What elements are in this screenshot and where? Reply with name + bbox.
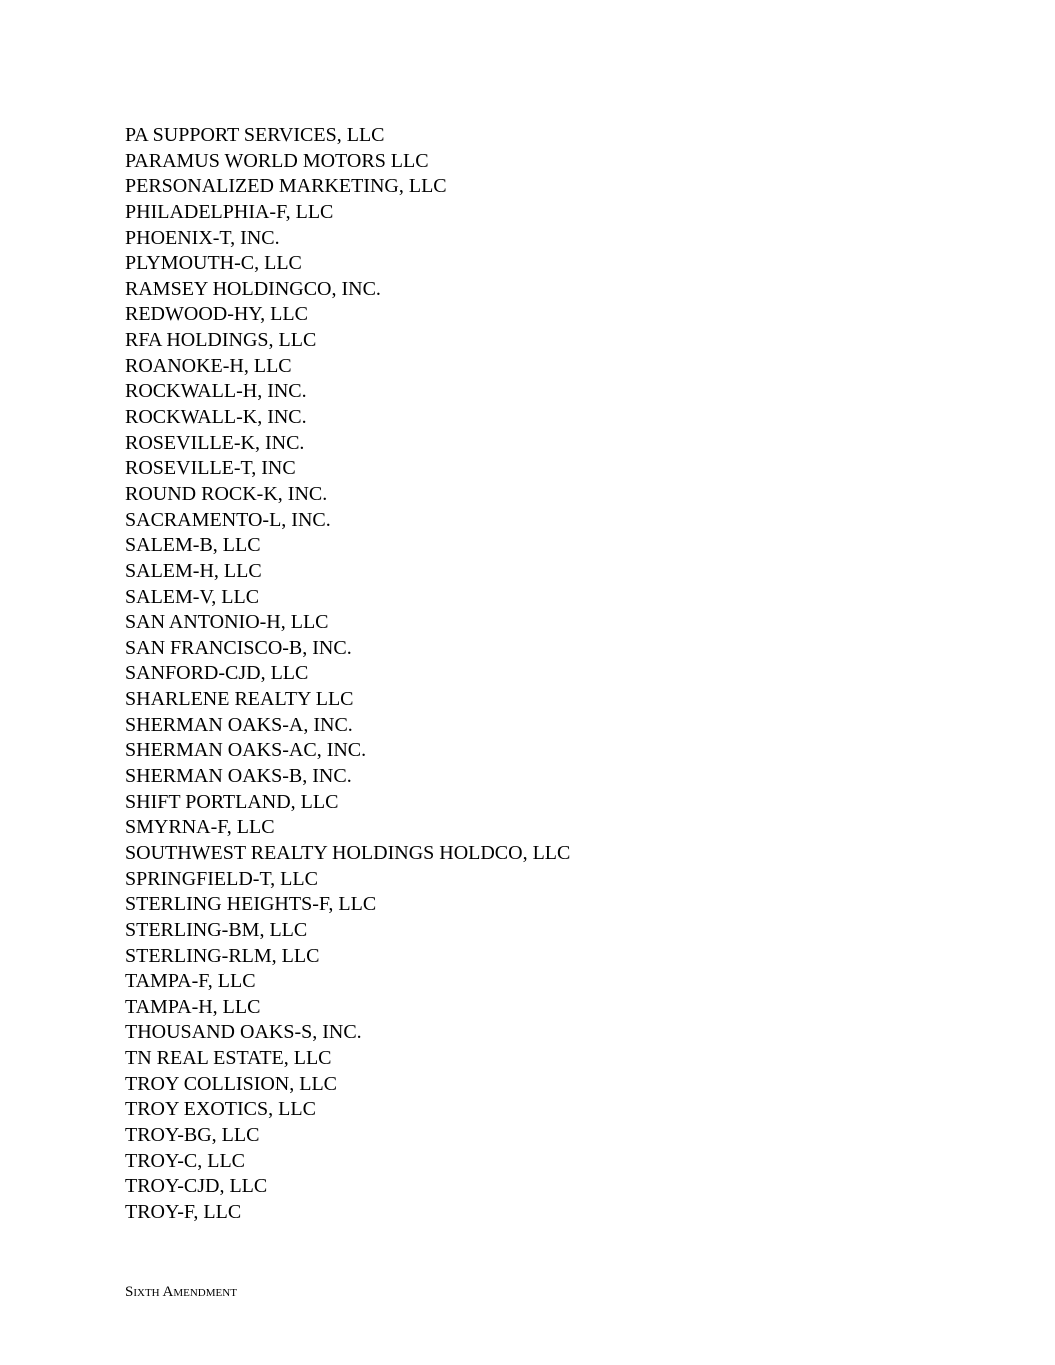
entity-list-item: ROSEVILLE-K, INC. — [125, 431, 305, 454]
entity-list-item: TROY COLLISION, LLC — [125, 1072, 338, 1095]
entity-list-item: SHARLENE REALTY LLC — [125, 688, 354, 711]
entity-list-item: TROY EXOTICS, LLC — [125, 1098, 316, 1121]
entity-list-item: ROCKWALL-H, INC. — [125, 380, 307, 403]
entity-list-item: TN REAL ESTATE, LLC — [125, 1047, 332, 1070]
entity-list-item: SALEM-H, LLC — [125, 559, 262, 582]
entity-list-item: TAMPA-H, LLC — [125, 995, 261, 1018]
entity-list-item: SAN ANTONIO-H, LLC — [125, 611, 329, 634]
entity-list-item: TROY-C, LLC — [125, 1149, 245, 1172]
entity-list-item: SANFORD-CJD, LLC — [125, 662, 309, 685]
entity-list-item: REDWOOD-HY, LLC — [125, 303, 308, 326]
entity-list-item: RFA HOLDINGS, LLC — [125, 329, 317, 352]
entity-list-item: PA SUPPORT SERVICES, LLC — [125, 124, 385, 146]
entity-list-item: ROUND ROCK-K, INC. — [125, 482, 328, 505]
entity-list — [125, 123, 570, 1226]
entity-list-item: RAMSEY HOLDINGCO, INC. — [125, 277, 381, 300]
entity-list-item: SALEM-V, LLC — [125, 585, 260, 608]
entity-list-item: ROANOKE-H, LLC — [125, 354, 292, 377]
entity-list-item: STERLING-RLM, LLC — [125, 944, 320, 967]
entity-list-item: SACRAMENTO-L, INC. — [125, 508, 331, 531]
entity-list-item: THOUSAND OAKS-S, INC. — [125, 1021, 362, 1044]
footer-label: Sixth Amendment — [125, 1284, 237, 1300]
entity-list-item: SALEM-B, LLC — [125, 534, 261, 557]
entity-list-item: TAMPA-F, LLC — [125, 970, 256, 993]
entity-list-item: SMYRNA-F, LLC — [125, 816, 275, 839]
entity-list-item: SAN FRANCISCO-B, INC. — [125, 636, 352, 659]
entity-list-item: TROY-F, LLC — [125, 1200, 242, 1223]
entity-list-item: PLYMOUTH-C, LLC — [125, 252, 302, 275]
entity-list-item: ROSEVILLE-T, INC — [125, 457, 296, 480]
entity-list-item: SHIFT PORTLAND, LLC — [125, 790, 339, 813]
entity-list-item: TROY-CJD, LLC — [125, 1175, 268, 1198]
entity-list-item: SPRINGFIELD-T, LLC — [125, 867, 318, 890]
entity-list-item: SHERMAN OAKS-AC, INC. — [125, 739, 367, 762]
entity-list-item: PARAMUS WORLD MOTORS LLC — [125, 149, 429, 172]
entity-list-item: STERLING-BM, LLC — [125, 918, 308, 941]
entity-list-item: STERLING HEIGHTS-F, LLC — [125, 893, 377, 916]
entity-list-item: PHOENIX-T, INC. — [125, 226, 280, 249]
entity-list-item: SOUTHWEST REALTY HOLDINGS HOLDCO, LLC — [125, 841, 571, 864]
entity-list-item: ROCKWALL-K, INC. — [125, 406, 307, 429]
entity-list-item: SHERMAN OAKS-B, INC. — [125, 765, 352, 788]
entity-list-item: PERSONALIZED MARKETING, LLC — [125, 175, 447, 198]
entity-list-item: PHILADELPHIA-F, LLC — [125, 200, 334, 223]
entity-list-item: SHERMAN OAKS-A, INC. — [125, 713, 353, 736]
entity-list-item: TROY-BG, LLC — [125, 1123, 260, 1146]
